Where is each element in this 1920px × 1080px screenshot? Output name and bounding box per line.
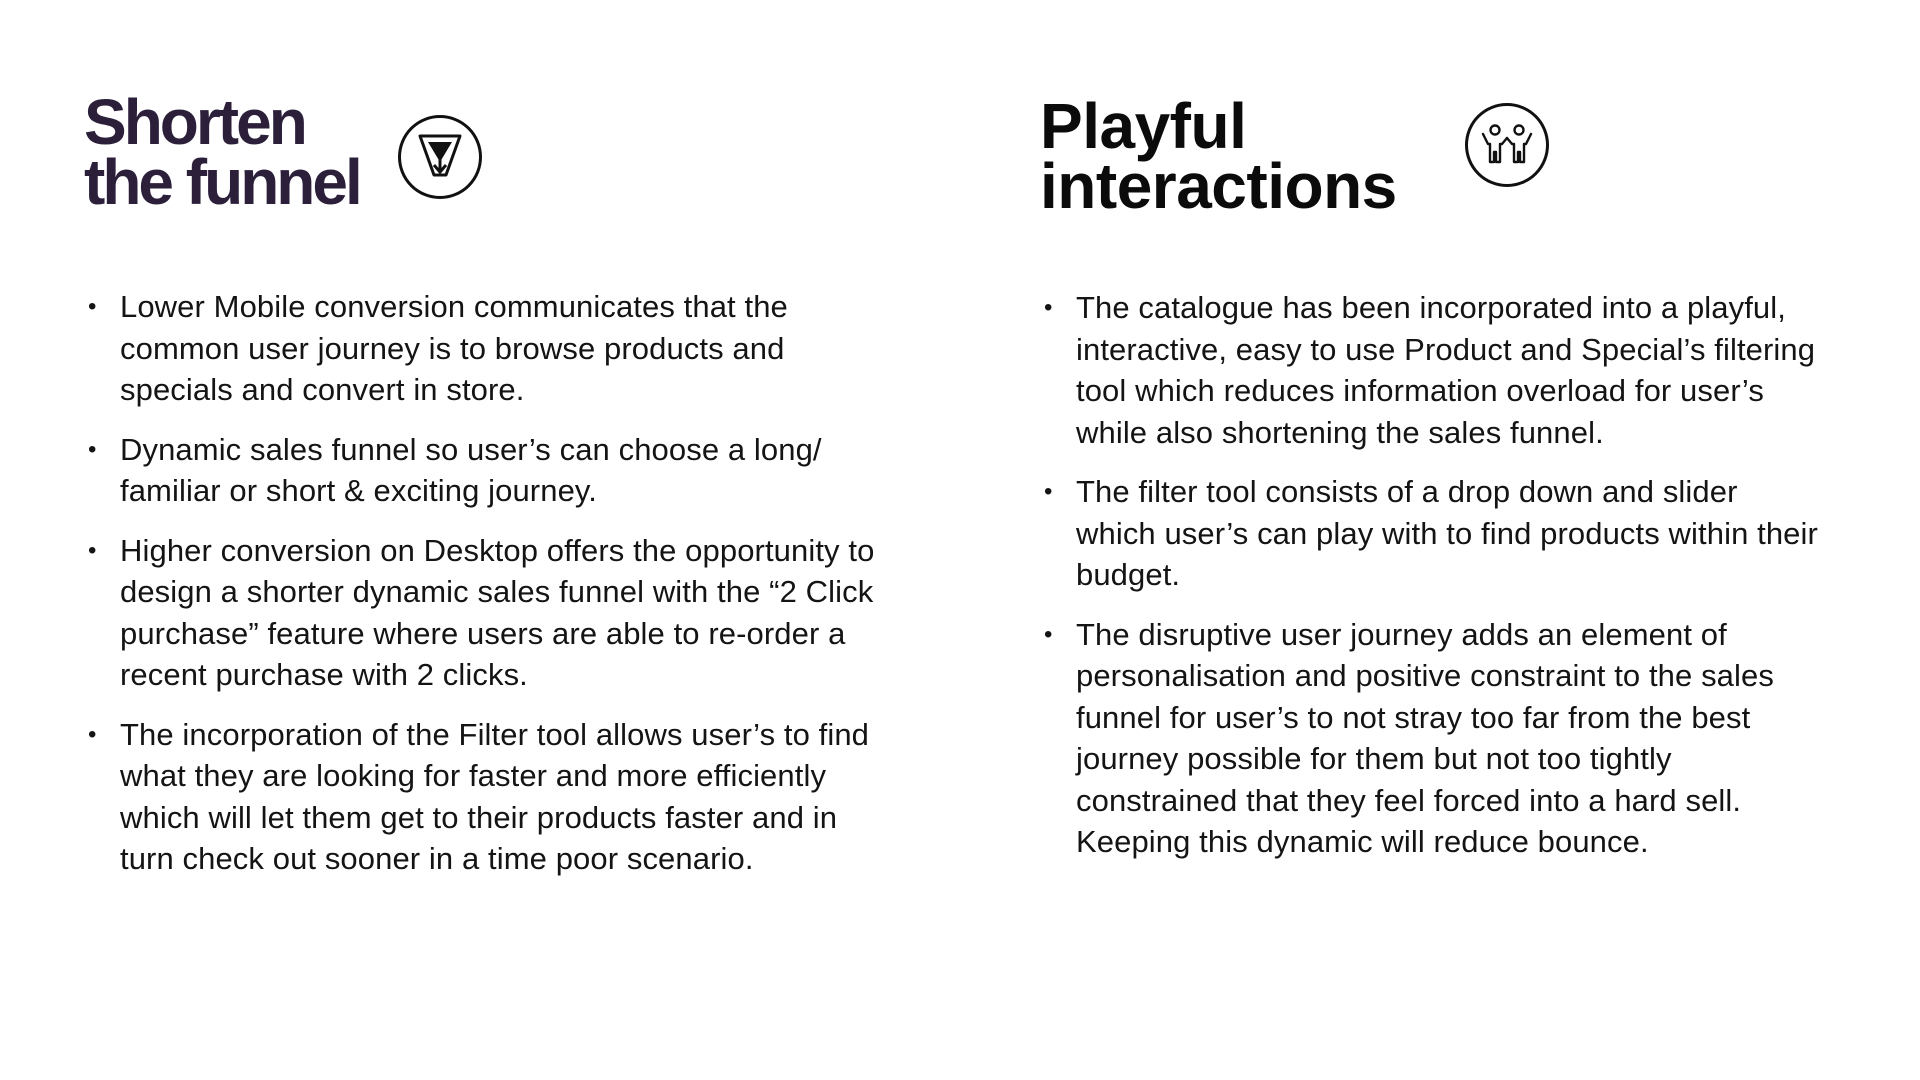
left-heading-line-2: the funnel: [84, 146, 360, 219]
left-bullet-1: • Lower Mobile conversion communicates that the common user journey is to browse products and specials and convert in store.: [84, 286, 884, 411]
right-heading-line-1: Playful: [1040, 90, 1247, 162]
right-bullet-list: [1040, 287, 1820, 881]
right-heading-line-2: interactions: [1040, 150, 1397, 223]
right-heading: [1040, 90, 1397, 223]
right-bullet-1: • The catalogue has been incorporated into a playful, interactive, easy to use Product and Special’s filtering tool which reduces information overload for user’s while also shortening the sales funnel.: [1040, 287, 1820, 453]
left-heading-line-1: Shorten: [84, 86, 305, 158]
right-bullet-2: • The filter tool consists of a drop down and slider which user’s can play with to find products within their budget.: [1040, 471, 1820, 596]
left-heading-row: [84, 86, 482, 219]
left-bullet-3: • Higher conversion on Desktop offers the opportunity to design a shorter dynamic sales funnel with the “2 Click purchase” feature where users are able to re-order a recent purchase with 2 clicks.: [84, 530, 884, 696]
right-bullet-3: • The disruptive user journey adds an element of personalisation and positive constraint to the sales funnel for user’s to not stray too far from the best journey possible for them but not too tightly constrained that they feel forced into a hard sell. Keeping this dynamic will reduce bounce.: [1040, 614, 1820, 863]
right-heading-row: [1040, 90, 1549, 223]
left-bullet-list: [84, 286, 884, 898]
funnel-icon: [398, 115, 482, 199]
left-bullet-4: • The incorporation of the Filter tool allows user’s to find what they are looking for faster and more efficiently which will let them get to their products faster and in turn check out sooner in a time poor scenario.: [84, 714, 884, 880]
playing-children-icon: [1465, 103, 1549, 187]
left-heading: [84, 86, 360, 219]
left-bullet-2: • Dynamic sales funnel so user’s can choose a long/ familiar or short & exciting journey.: [84, 429, 884, 512]
